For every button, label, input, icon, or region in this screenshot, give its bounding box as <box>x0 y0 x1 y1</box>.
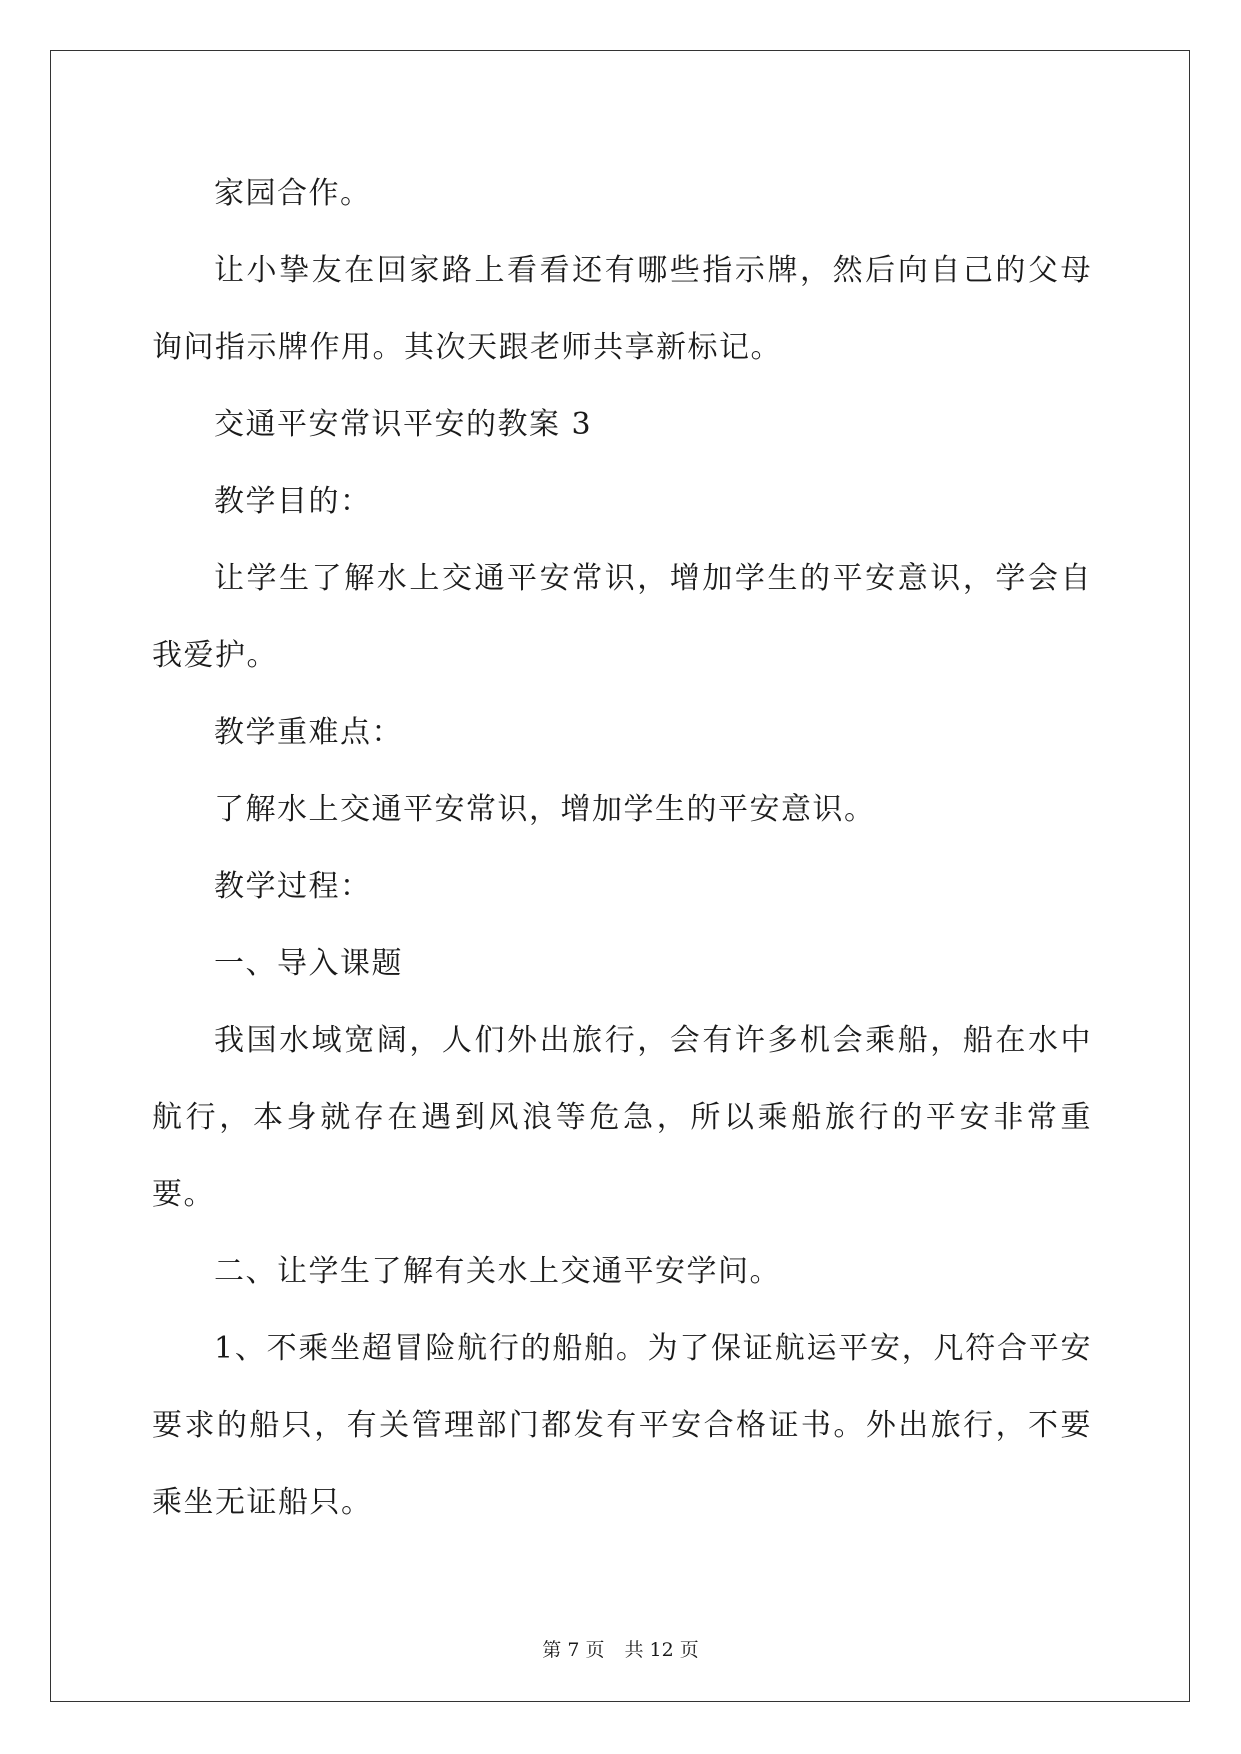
paragraph: 让小挚友在回家路上看看还有哪些指示牌，然后向自己的父母询问指示牌作用。其次天跟老师共享新标记。 <box>152 253 1092 365</box>
paragraph: 我国水域宽阔，人们外出旅行，会有许多机会乘船，船在水中航行，本身就存在遇到风浪等危急，所以乘船旅行的平安非常重要。 <box>152 1023 1092 1212</box>
page-footer <box>0 1635 1241 1662</box>
heading-process: 教学过程： <box>214 869 372 904</box>
paragraph: 了解水上交通平安常识，增加学生的平安意识。 <box>214 792 876 827</box>
heading-objective: 教学目的： <box>214 484 372 519</box>
document-body <box>152 155 1092 1541</box>
section-title: 交通平安常识平安的教案 3 <box>214 407 593 442</box>
paragraph: 1、不乘坐超冒险航行的船舶。为了保证航运平安，凡符合平安要求的船只，有关管理部门都发有平安合格证书。外出旅行，不要乘坐无证船只。 <box>152 1331 1092 1520</box>
page-number: 第 7 页 <box>542 1639 605 1661</box>
heading-step-1: 一、导入课题 <box>214 946 403 981</box>
heading-step-2: 二、让学生了解有关水上交通平安学问。 <box>214 1254 781 1289</box>
heading-key-points: 教学重难点： <box>214 715 403 750</box>
paragraph: 家园合作。 <box>214 176 372 211</box>
page-total: 共 12 页 <box>624 1639 699 1661</box>
paragraph: 让学生了解水上交通平安常识，增加学生的平安意识，学会自我爱护。 <box>152 561 1092 673</box>
